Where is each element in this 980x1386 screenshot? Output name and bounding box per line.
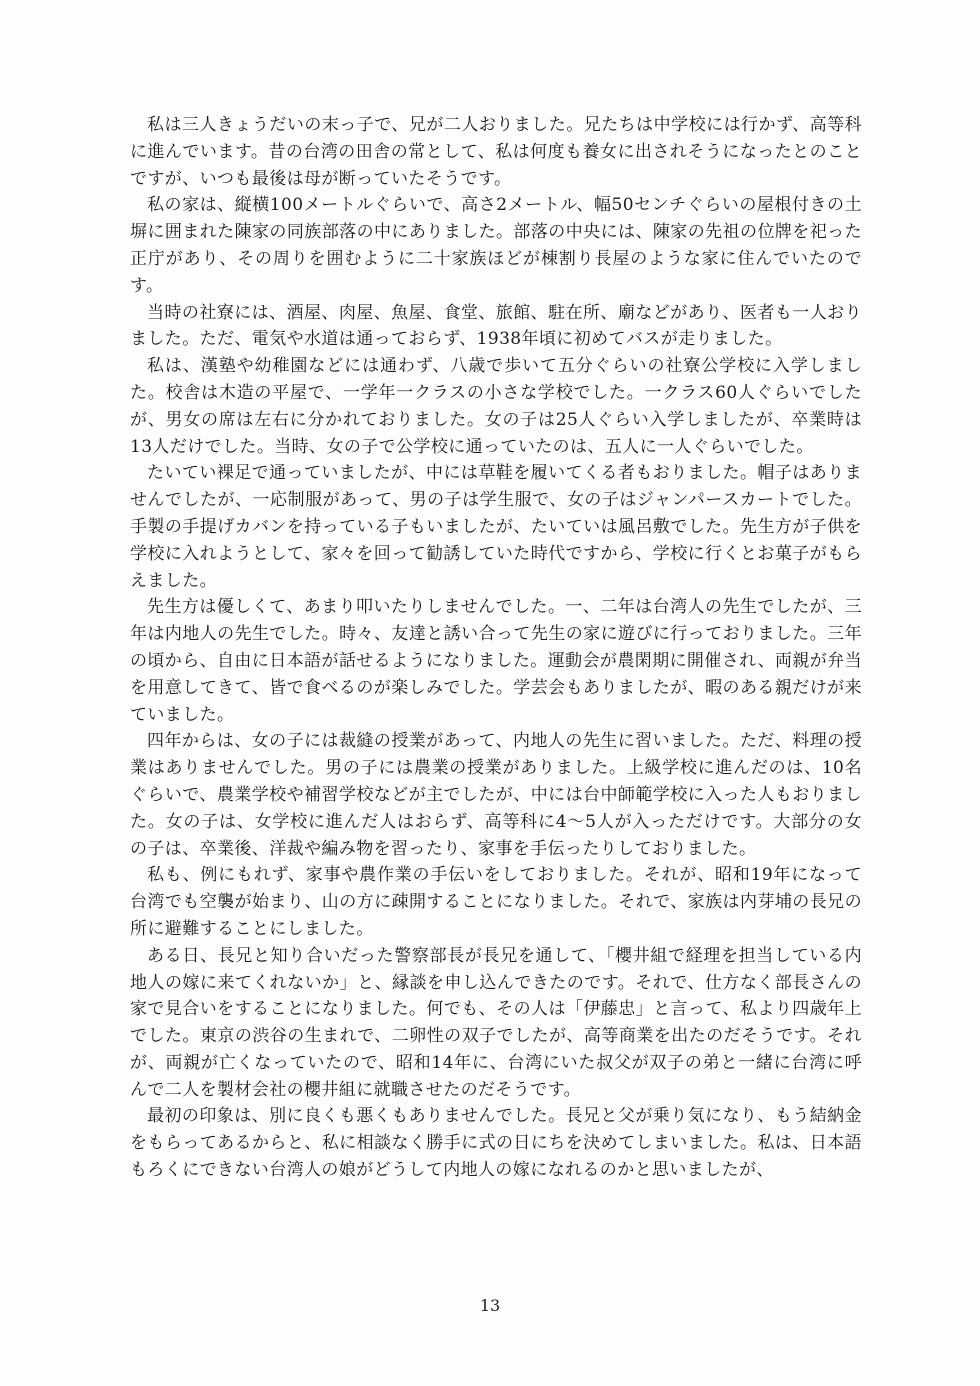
- paragraph: 私も、例にもれず、家事や農作業の手伝いをしておりました。それが、昭和19年になって台湾でも空襲が始まり、山の方に疎開することになりました。それで、家族は内芽埔の長兄の所に避難することにしました。: [130, 865, 862, 939]
- paragraph: 私は三人きょうだいの末っ子で、兄が二人おりました。兄たちは中学校には行かず、高等科に進んでいます。昔の台湾の田舎の常として、私は何度も養女に出されそうになったとのことですが、いつも最後は母が断っていたそうです。: [130, 115, 862, 189]
- paragraph: 四年からは、女の子には裁縫の授業があって、内地人の先生に習いました。ただ、料理の授業はありませんでした。男の子には農業の授業がありました。上級学校に進んだのは、10名ぐらいで、農業学校や補習学校などが主でしたが、中には台中師範学校に入った人もおりました。女の子は、女学校に進んだ人はおらず、高等科に4〜5人が入っただけです。大部分の女の子は、卒業後、洋裁や編み物を習ったり、家事を手伝ったりしておりました。: [130, 731, 862, 859]
- page-number: 13: [479, 1296, 501, 1315]
- paragraph: ある日、長兄と知り合いだった警察部長が長兄を通して、「櫻井組で経理を担当している内地人の嫁に来てくれないか」と、縁談を申し込んできたのです。それで、仕方なく部長さんの家で見合いをすることになりました。何でも、その人は「伊藤忠」と言って、私より四歳年上でした。東京の渋谷の生まれで、二卵性の双子でしたが、高等商業を出たのだそうです。それが、両親が亡くなっていたので、昭和14年に、台湾にいた叔父が双子の弟と一緒に台湾に呼んで二人を製材会社の櫻井組に就職させたのだそうです。: [130, 945, 862, 1100]
- paragraph: 先生方は優しくて、あまり叩いたりしませんでした。一、二年は台湾人の先生でしたが、三年は内地人の先生でした。時々、友達と誘い合って先生の家に遊びに行っておりました。三年の頃から、自由に日本語が話せるようになりました。運動会が農閑期に開催され、両親が弁当を用意してきて、皆で食べるのが楽しみでした。学芸会もありましたが、暇のある親だけが来ていました。: [130, 597, 862, 725]
- body-text: [130, 112, 862, 1184]
- paragraph: 私は、漢塾や幼稚園などには通わず、八歳で歩いて五分ぐらいの社寮公学校に入学しました。校舎は木造の平屋で、一学年一クラスの小さな学校でした。一クラス60人ぐらいでしたが、男女の席は左右に分かれておりました。女の子は25人ぐらい入学しましたが、卒業時は13人だけでした。当時、女の子で公学校に通っていたのは、五人に一人ぐらいでした。: [130, 356, 862, 457]
- paragraph: たいてい裸足で通っていましたが、中には草鞋を履いてくる者もおりました。帽子はありませんでしたが、一応制服があって、男の子は学生服で、女の子はジャンパースカートでした。手製の手提げカバンを持っている子もいましたが、たいていは風呂敷でした。先生方が子供を学校に入れようとして、家々を回って勧誘していた時代ですから、学校に行くとお菓子がもらえました。: [130, 463, 862, 591]
- paragraph: 最初の印象は、別に良くも悪くもありませんでした。長兄と父が乗り気になり、もう結納金をもらってあるからと、私に相談なく勝手に式の日にちを決めてしまいました。私は、日本語もろくにできない台湾人の娘がどうして内地人の嫁になれるのかと思いましたが、: [130, 1106, 862, 1181]
- paragraph: 当時の社寮には、酒屋、肉屋、魚屋、食堂、旅館、駐在所、廟などがあり、医者も一人おりました。ただ、電気や水道は通っておらず、1938年頃に初めてバスが走りました。: [130, 302, 862, 350]
- paragraph: 私の家は、縦横100メートルぐらいで、高さ2メートル、幅50センチぐらいの屋根付きの土塀に囲まれた陳家の同族部落の中にありました。部落の中央には、陳家の先祖の位牌を祀った正庁があり、その周りを囲むように二十家族ほどが棟割り長屋のような家に住んでいたのです。: [130, 195, 862, 296]
